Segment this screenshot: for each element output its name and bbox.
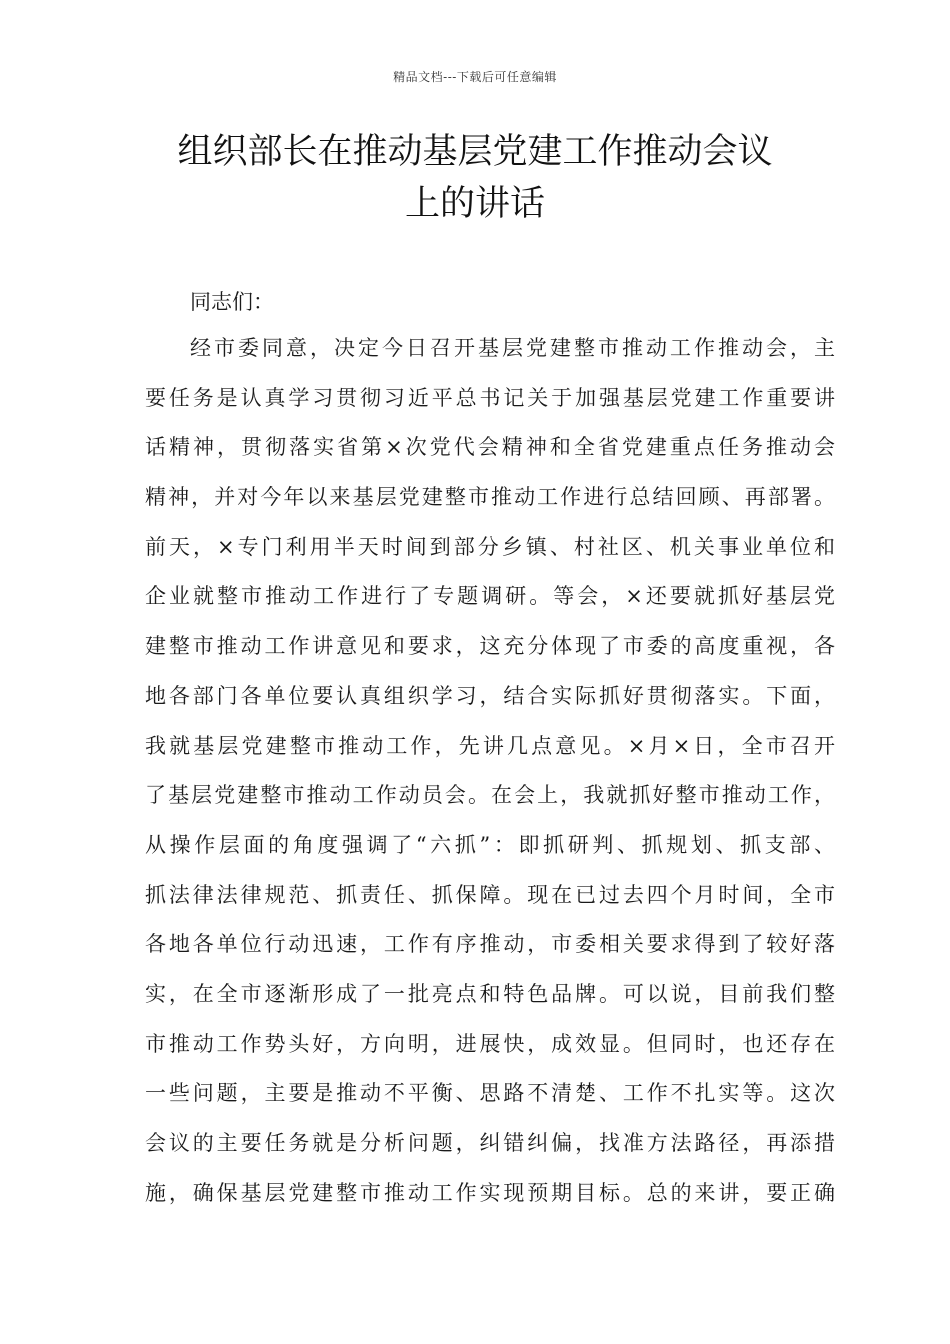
document-title — [100, 126, 850, 230]
body-line: 前天，×专门利用半天时间到部分乡镇、村社区、机关事业单位和 — [145, 534, 835, 559]
body-line: 各地各单位行动迅速，工作有序推动，市委相关要求得到了较好落 — [145, 932, 835, 957]
body-line: 地各部门各单位要认真组织学习，结合实际抓好贯彻落实。下面， — [145, 683, 835, 708]
body-line: 施，确保基层党建整市推动工作实现预期目标。总的来讲，要正确 — [145, 1180, 835, 1205]
body-line: 建整市推动工作讲意见和要求，这充分体现了市委的高度重视，各 — [145, 634, 835, 659]
body-line: 了基层党建整市推动工作动员会。在会上，我就抓好整市推动工作， — [145, 783, 835, 808]
body-line: 一些问题，主要是推动不平衡、思路不清楚、工作不扎实等。这次 — [145, 1081, 835, 1106]
body-line: 话精神，贯彻落实省第×次党代会精神和全省党建重点任务推动会 — [145, 435, 835, 460]
header-note: 精品文档---下载后可任意编辑 — [393, 70, 557, 84]
body-line: 我就基层党建整市推动工作，先讲几点意见。×月×日，全市召开 — [145, 733, 835, 758]
greeting: 同志们： — [190, 290, 274, 314]
body-line: 实，在全市逐渐形成了一批亮点和特色品牌。可以说，目前我们整 — [145, 981, 835, 1006]
body-line: 市推动工作势头好，方向明，进展快，成效显。但同时，也还存在 — [145, 1031, 835, 1056]
title-line-1: 组织部长在推动基层党建工作推动会议 — [177, 132, 773, 172]
body-line: 精神，并对今年以来基层党建整市推动工作进行总结回顾、再部署。 — [145, 485, 835, 510]
body-line: 抓法律法律规范、抓责任、抓保障。现在已过去四个月时间，全市 — [145, 882, 835, 907]
body-line: 要任务是认真学习贯彻习近平总书记关于加强基层党建工作重要讲 — [145, 385, 835, 410]
body-line: 会议的主要任务就是分析问题，纠错纠偏，找准方法路径，再添措 — [145, 1131, 835, 1155]
body-line: 从操作层面的角度强调了“六抓”：即抓研判、抓规划、抓支部、 — [145, 832, 835, 857]
body-line: 企业就整市推动工作进行了专题调研。等会，×还要就抓好基层党 — [145, 584, 835, 609]
body-line: 经市委同意，决定今日召开基层党建整市推动工作推动会，主 — [190, 336, 835, 360]
title-line-2: 上的讲话 — [404, 184, 545, 224]
speech-body — [145, 280, 835, 1218]
